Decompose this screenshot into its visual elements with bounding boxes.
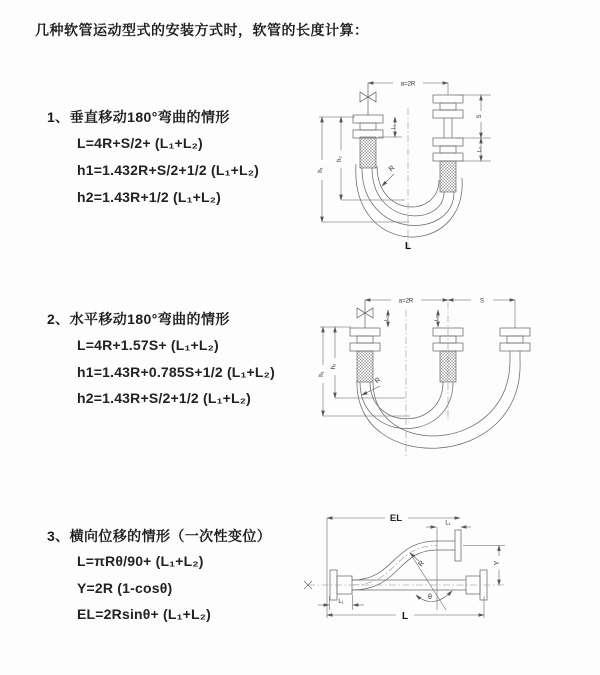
dimension-lines (319, 83, 491, 222)
dim-label-l2: L₂ (434, 315, 440, 322)
radius-label: R (387, 164, 397, 174)
dim-label-s: S (477, 114, 483, 119)
dim-label-h1: h₁ (318, 167, 324, 173)
section-3-formula-Y: Y=2R (1-cosθ) (77, 580, 173, 596)
length-label: L (401, 611, 409, 622)
dimension-lines (318, 518, 505, 618)
left-braided-section (360, 137, 376, 168)
left-braided-section (357, 351, 373, 382)
section-3-formula-EL: EL=2Rsinθ+ (L₁+L₂) (77, 606, 212, 622)
dim-label-a2r: a=2R (398, 298, 414, 305)
dim-label-l1-bottom: L₁ (338, 599, 344, 605)
dim-label-h2: h₂ (337, 156, 343, 162)
section-2-formula-h1: h1=1.43R+0.785S+1/2 (L₁+L₂) (77, 364, 275, 380)
section-1-heading: 1、垂直移动180°弯曲的情形 (47, 109, 230, 125)
length-label: L (404, 241, 412, 252)
right-flange-displaced-position (437, 530, 461, 561)
dim-label-el: EL (389, 513, 403, 524)
diagram-labels (319, 299, 484, 386)
dim-label-a2r: a=2R (400, 81, 416, 88)
right-flange-moved-position (500, 328, 530, 351)
diagram-vertical-180 (305, 70, 600, 265)
dim-label-l2: L₂ (477, 146, 483, 153)
section-1-formula-h2: h2=1.43R+1/2 (L₁+L₂) (77, 189, 222, 205)
section-3-heading: 3、横向位移的情形（一次性变位） (47, 528, 272, 544)
dim-label-y: Y (494, 560, 501, 566)
diagram-labels (338, 513, 501, 622)
radius-label: R (417, 559, 427, 569)
dim-label-h2: h₂ (331, 363, 337, 370)
dim-label-h1: h₁ (319, 371, 325, 377)
radius-label: R (373, 376, 383, 386)
dim-label-l1: L₁ (391, 124, 397, 130)
hose-drawing (304, 530, 505, 600)
section-2-heading: 2、水平移动180°弯曲的情形 (47, 311, 230, 327)
section-1-formula-L: L=4R+S/2+ (L₁+L₂) (77, 135, 203, 151)
section-2-formula-L: L=4R+1.57S+ (L₁+L₂) (77, 337, 219, 353)
page-title: 几种软管运动型式的安装方式时，软管的长度计算： (35, 22, 369, 38)
diagram-lateral-displacement (300, 500, 600, 640)
right-flange-lower-position (433, 138, 463, 161)
angle-label: θ (428, 594, 432, 601)
u-bend-hose (357, 360, 520, 448)
right-flange-upper-position (433, 95, 463, 118)
left-flange-fitting (350, 328, 380, 351)
dim-label-l1-top: L₁ (445, 520, 451, 527)
section-1-formula-h1: h1=1.432R+S/2+1/2 (L₁+L₂) (77, 162, 259, 178)
hose-drawing (353, 83, 463, 252)
angle-arc (416, 591, 452, 602)
dim-label-s: S (479, 298, 485, 305)
dimension-lines (320, 300, 515, 416)
diagram-labels (318, 82, 483, 253)
right-braided-section (440, 161, 456, 192)
section-3-formula-L: L=πRθ/90+ (L₁+L₂) (77, 553, 204, 569)
diagram-horizontal-180 (305, 280, 600, 465)
section-2-formula-h2: h2=1.43R+S/2+1/2 (L₁+L₂) (77, 390, 252, 406)
left-flange-fitting (353, 115, 383, 138)
dim-label-l1: L₁ (384, 316, 390, 321)
